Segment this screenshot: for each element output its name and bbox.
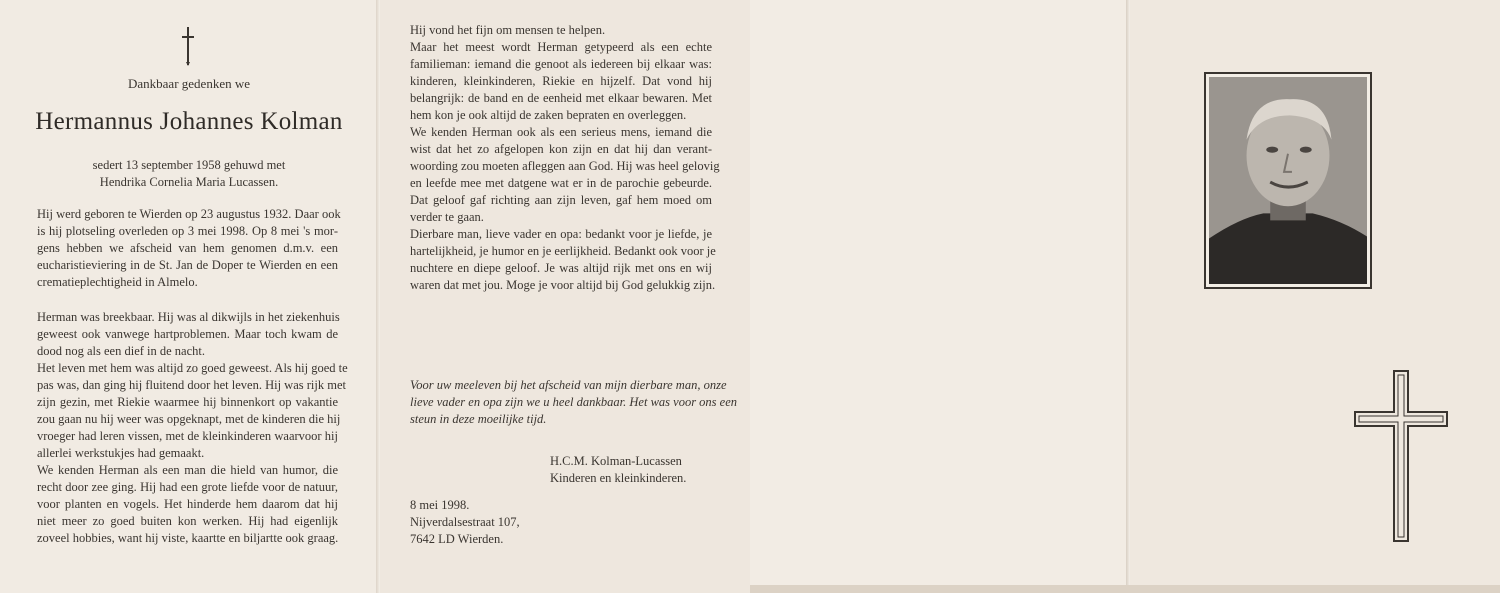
text-line: verder te gaan. xyxy=(410,210,484,224)
marriage-line: Hendrika Cornelia Maria Lucassen. xyxy=(99,175,279,189)
portrait-image xyxy=(1209,77,1367,284)
text-line: dood nog als een dief in de nacht. xyxy=(37,344,206,358)
text-line: We kenden Herman ook als een serieus mens, iemand die xyxy=(410,125,712,139)
text-line: woording zou moeten afleggen aan God. Hij was heel gelovig xyxy=(410,159,720,173)
text-line: geweest ook vanwege hartproblemen. Maar toch kwam de xyxy=(37,327,338,341)
text-line: is hij plotseling overleden op 3 mei 1998. Op 8 mei 's mor- xyxy=(37,224,338,238)
inside-right-panel xyxy=(378,0,750,593)
text-line: crematieplechtigheid in Almelo. xyxy=(37,275,198,289)
marriage-line: sedert 13 september 1958 gehuwd met xyxy=(92,158,286,172)
text-line: zoveel hobbies, want hij viste, kaartte en biljartte ook graag. xyxy=(37,531,339,545)
text-line: kinderen, kleinkinderen, Riekie en hijzelf. Dat vond hij xyxy=(410,74,712,88)
thanks-message xyxy=(410,377,738,428)
text-line: familieman: iemand die genoot als iedereen bij elkaar was: xyxy=(410,57,712,71)
fold-line xyxy=(376,0,380,593)
blank-back-panel xyxy=(750,0,1128,593)
biography-paragraph xyxy=(37,206,341,291)
text-line: vroeger had leren vissen, met de kleinkinderen waarvoor hij xyxy=(37,429,338,443)
text-line: Dierbare man, lieve vader en opa: bedankt voor je liefde, je xyxy=(410,227,712,241)
text-line: allerlei werkstukjes had gemaakt. xyxy=(37,446,205,460)
text-line: wist dat het zo afgelopen kon zijn en dat hij dan verant- xyxy=(410,142,712,156)
text-line: belangrijk: de band en de eenheid met elkaar bewaren. Met xyxy=(410,91,712,105)
text-line: Maar het meest wordt Herman getypeerd als een echte xyxy=(410,40,712,54)
signature-block xyxy=(550,453,686,487)
paper-edge xyxy=(750,585,1500,593)
text-line: hem kon je ook altijd de zaken bepraten en overleggen. xyxy=(410,108,687,122)
fold-line xyxy=(1126,0,1130,593)
memories-paragraph xyxy=(37,309,348,547)
marriage-info xyxy=(0,157,378,191)
text-line: gens hebben we afscheid van hem genomen d.m.v. een xyxy=(37,241,338,255)
portrait-silhouette-icon xyxy=(1209,77,1367,284)
tribute-paragraph xyxy=(410,22,720,294)
address-line: 8 mei 1998. xyxy=(410,498,470,512)
text-line: en leefde mee met datgene wat er in de parochie gebeurde. xyxy=(410,176,712,190)
text-line: waren dat met jou. Moge je voor altijd bij God gelukkig zijn. xyxy=(410,278,716,292)
inside-left-panel xyxy=(0,0,378,593)
deceased-name: Hermannus Johannes Kolman xyxy=(35,108,343,135)
text-line: zou gaan nu hij weer was opgeknapt, met de kinderen die hij xyxy=(37,412,341,426)
address-line: Nijverdalsestraat 107, xyxy=(410,515,520,529)
outline-cross-icon xyxy=(1354,370,1448,542)
address-block xyxy=(410,497,520,548)
signature-line: Kinderen en kleinkinderen. xyxy=(550,471,687,485)
text-line: niet meer zo goed buiten kon werken. Hij had eigenlijk xyxy=(37,514,338,528)
text-line: lieve vader en opa zijn we u heel dankbaar. Het was voor ons een xyxy=(410,395,738,409)
text-line: voor planten en vogels. Het hinderde hem daarom dat hij xyxy=(37,497,338,511)
text-line: Herman was breekbaar. Hij was al dikwijls in het ziekenhuis xyxy=(37,310,340,324)
signature-line: H.C.M. Kolman-Lucassen xyxy=(550,454,682,468)
text-line: zijn gezin, met Riekie waarmee hij binnenkort op vakantie xyxy=(37,395,338,409)
text-line: We kenden Herman als een man die hield van humor, die xyxy=(37,463,338,477)
latin-cross-icon xyxy=(180,26,196,66)
text-line: pas was, dan ging hij fluitend door het leven. Hij was rijk met xyxy=(37,378,346,392)
cover-panel xyxy=(1128,0,1500,593)
text-line: eucharistieviering in de St. Jan de Doper te Wierden en een xyxy=(37,258,338,272)
text-line: steun in deze moeilijke tijd. xyxy=(410,412,547,426)
text-line: recht door zee ging. Hij had een grote liefde voor de natuur, xyxy=(37,480,338,494)
text-line: Hij werd geboren te Wierden op 23 augustus 1932. Daar ook xyxy=(37,207,341,221)
address-line: 7642 LD Wierden. xyxy=(410,532,504,546)
text-line: Dat geloof gaf richting aan zijn leven, gaf hem moed om xyxy=(410,193,712,207)
portrait-photo xyxy=(1204,72,1372,289)
text-line: Voor uw meeleven bij het afscheid van mijn dierbare man, onze xyxy=(410,378,727,392)
text-line: hartelijkheid, je humor en je eerlijkheid. Bedankt ook voor je xyxy=(410,244,716,258)
text-line: Hij vond het fijn om mensen te helpen. xyxy=(410,23,606,37)
text-line: nuchtere en diepe geloof. Je was altijd rijk met ons en wij xyxy=(410,261,712,275)
text-line: Het leven met hem was altijd zo goed geweest. Als hij goed te xyxy=(37,361,348,375)
intro-text: Dankbaar gedenken we xyxy=(128,76,250,91)
